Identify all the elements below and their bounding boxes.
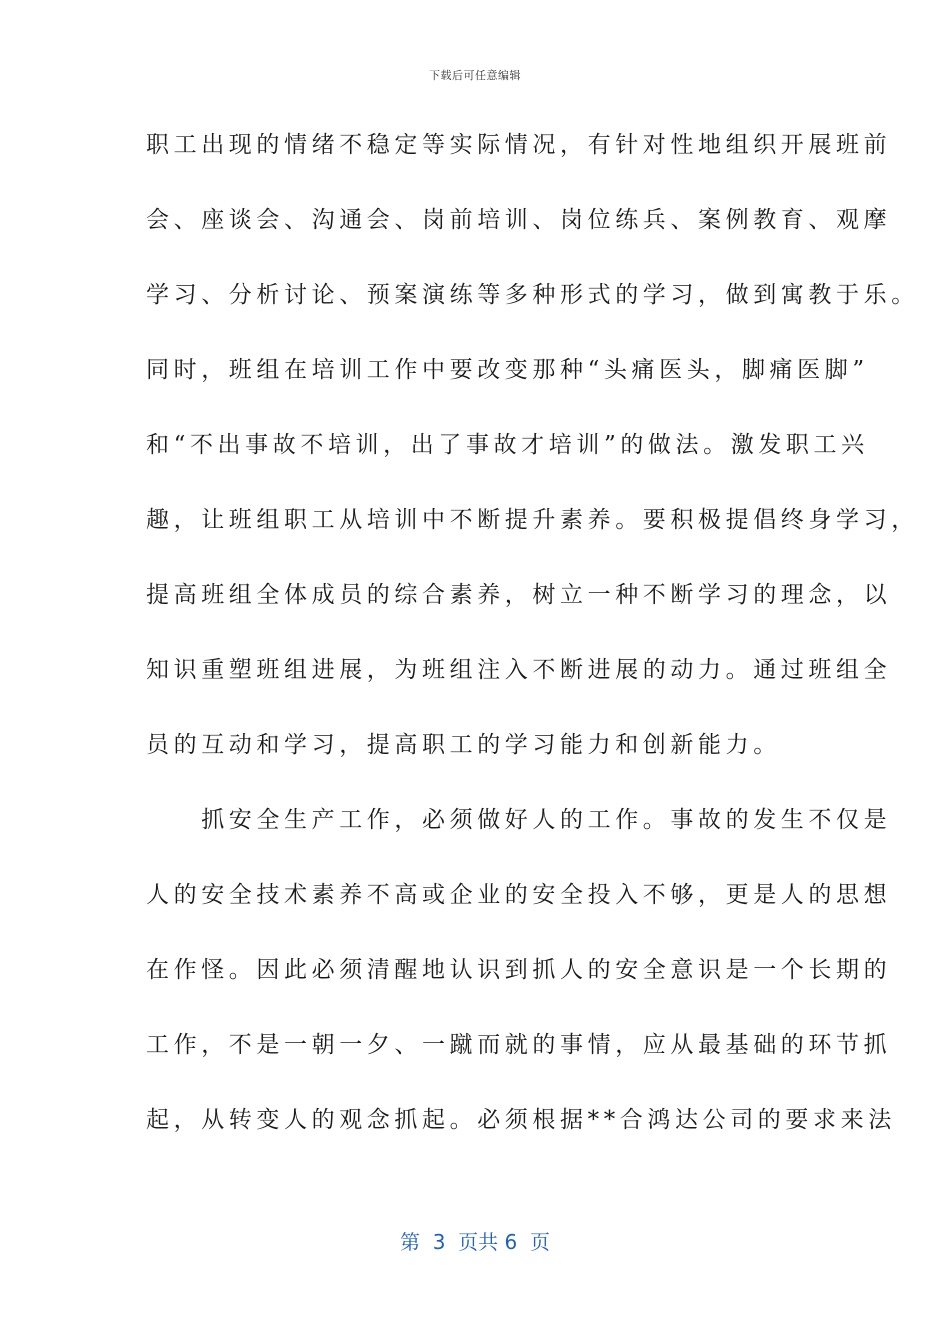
text-line: 同时，班组在培训工作中要改变那种“头痛医头，脚痛医脚” (146, 357, 869, 383)
header-note: 下载后可任意编辑 (429, 69, 521, 82)
text-line: 学习、分析讨论、预案演练等多种形式的学习，做到寓教于乐。 (146, 282, 919, 308)
text-line: 工作，不是一朝一夕、一蹴而就的事情，应从最基础的环节抓 (146, 1032, 892, 1058)
text-line: 知识重塑班组进展，为班组注入不断进展的动力。通过班组全 (146, 657, 892, 683)
text-line: 会、座谈会、沟通会、岗前培训、岗位练兵、案例教育、观摩 (146, 207, 892, 233)
text-line: 在作怪。因此必须清醒地认识到抓人的安全意识是一个长期的 (146, 957, 892, 983)
document-body (146, 125, 919, 1175)
text-line: 抓安全生产工作，必须做好人的工作。事故的发生不仅是 (146, 807, 892, 833)
text-line: 起，从转变人的观念抓起。必须根据**合鸿达公司的要求来法 (146, 1107, 896, 1133)
text-line: 人的安全技术素养不高或企业的安全投入不够，更是人的思想 (146, 882, 892, 908)
text-line: 趣，让班组职工从培训中不断提升素养。要积极提倡终身学习， (146, 507, 919, 533)
page-number-footer: 第 3 页共 6 页 (400, 1230, 550, 1254)
text-line: 员的互动和学习，提高职工的学习能力和创新能力。 (146, 732, 781, 758)
text-line: 提高班组全体成员的综合素养，树立一种不断学习的理念，以 (146, 582, 892, 608)
text-line: 和“不出事故不培训，出了事故才培训”的做法。激发职工兴 (146, 432, 869, 458)
text-line: 职工出现的情绪不稳定等实际情况，有针对性地组织开展班前 (146, 132, 892, 158)
